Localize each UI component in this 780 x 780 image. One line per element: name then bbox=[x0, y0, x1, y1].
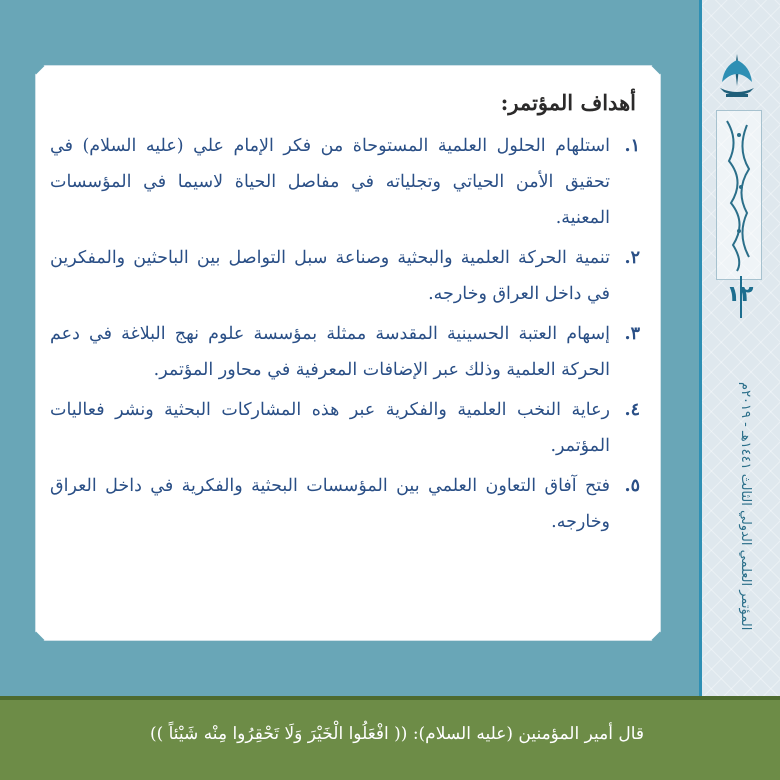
goal-text: رعاية النخب العلمية والفكرية عبر هذه المشاركات البحثية ونشر فعاليات المؤتمر. bbox=[50, 400, 610, 456]
list-item bbox=[50, 240, 640, 312]
calligraphy-icon bbox=[716, 110, 762, 280]
goals-list bbox=[50, 128, 640, 540]
list-item bbox=[50, 316, 640, 388]
goal-text: إسهام العتبة الحسينية المقدسة ممثلة بمؤسسة علوم نهج البلاغة في دعم الحركة العلمية وذلك عبر الإضافات المعرفية في محاور المؤتمر. bbox=[50, 324, 610, 380]
side-strip bbox=[699, 0, 780, 700]
card-corner bbox=[28, 58, 45, 75]
goals-card bbox=[36, 66, 660, 640]
list-item bbox=[50, 128, 640, 236]
goal-number: ٥. bbox=[624, 476, 640, 496]
goal-text: استلهام الحلول العلمية المستوحاة من فكر الإمام علي (عليه السلام) في تحقيق الأمن الحياتي وتجلياته في مفاصل الحياة لاسيما في المؤسسات المعنية. bbox=[50, 136, 610, 228]
card-corner bbox=[652, 632, 669, 649]
list-item bbox=[50, 468, 640, 540]
emblem-icon bbox=[710, 48, 764, 100]
goal-number: ١. bbox=[624, 136, 640, 156]
list-item bbox=[50, 392, 640, 464]
goal-number: ٣. bbox=[624, 324, 640, 344]
card-corner bbox=[652, 58, 669, 75]
page-number: ١٢ bbox=[726, 282, 754, 307]
goal-number: ٤. bbox=[624, 400, 640, 420]
goal-text: فتح آفاق التعاون العلمي بين المؤسسات البحثية والفكرية في داخل العراق وخارجه. bbox=[50, 476, 610, 532]
goal-number: ٢. bbox=[624, 248, 640, 268]
page-title: أهداف المؤتمر: bbox=[500, 90, 636, 115]
card-corner bbox=[28, 632, 45, 649]
conference-caption: المؤتمر العلمي الدولي الثالث ١٤٤١هـ - ٢٠١٩م bbox=[738, 381, 753, 630]
quote-footer bbox=[0, 696, 780, 780]
goal-text: تنمية الحركة العلمية والبحثية وصناعة سبل التواصل بين الباحثين والمفكرين في داخل العراق وخارجه. bbox=[50, 248, 610, 304]
footer-quote: قال أمير المؤمنين (عليه السلام): (( افْعَلُوا الْخَيْرَ وَلَا تَحْقِرُوا مِنْه شَيْئاً )) bbox=[149, 724, 644, 744]
